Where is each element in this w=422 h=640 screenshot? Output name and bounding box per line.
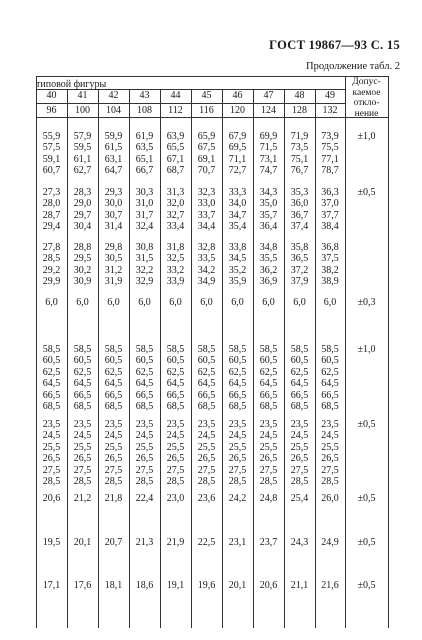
value-cell: 23,7 — [259, 537, 278, 548]
value-cell: 32,8 33,5 34,2 34,9 — [197, 242, 216, 288]
value-cell: 21,9 — [166, 537, 185, 548]
tolerance-cell: ±0,5 — [357, 493, 376, 504]
table-continuation-label: Продолжение табл. 2 — [306, 61, 400, 72]
value-cell: 17,6 — [73, 580, 92, 591]
tolerance-cell: ±1,0 — [357, 344, 376, 355]
tolerance-cell: ±0,5 — [357, 537, 376, 548]
value-cell: 23,5 24,5 25,5 26,5 27,5 28,5 — [135, 419, 154, 488]
value-cell: 71,9 73,5 75,1 76,7 — [290, 131, 309, 177]
value-cell: 25,4 — [290, 493, 309, 504]
value-cell: 19,1 — [166, 580, 185, 591]
value-cell: 35,8 36,5 37,2 37,9 — [290, 242, 309, 288]
tolerance-header: Допус- каемое откло- нение — [352, 77, 381, 119]
value-cell: 28,8 29,5 30,2 30,9 — [73, 242, 92, 288]
figure-label: типовой фигуры — [36, 79, 107, 90]
value-cell: 58,5 60,5 62,5 64,5 66,5 68,5 — [135, 344, 154, 413]
value-cell: 6,0 — [138, 297, 151, 308]
value-cell: 6,0 — [200, 297, 213, 308]
tolerance-cell: ±0,5 — [357, 187, 376, 198]
value-cell: 19,5 — [42, 537, 61, 548]
value-cell: 26,0 — [321, 493, 339, 504]
value-cell: 58,5 60,5 62,5 64,5 66,5 68,5 — [321, 344, 339, 413]
value-cell: 20,1 — [73, 537, 92, 548]
value-cell: 21,8 — [104, 493, 123, 504]
figure-number-cell: 42 — [108, 90, 119, 101]
value-cell: 24,8 — [259, 493, 278, 504]
tolerance-cell: ±0,5 — [357, 419, 376, 430]
value-cell: 36,8 37,5 38,2 38,9 — [321, 242, 339, 288]
figure-number-cell: 48 — [294, 90, 305, 101]
figure-number-cell: 46 — [232, 90, 243, 101]
value-cell: 32,3 33,0 33,7 34,4 — [197, 187, 216, 233]
value-cell: 29,8 30,5 31,2 31,9 — [104, 242, 123, 288]
value-cell: 58,5 60,5 62,5 64,5 66,5 68,5 — [166, 344, 185, 413]
value-cell: 23,5 24,5 25,5 26,5 27,5 28,5 — [197, 419, 216, 488]
value-cell: 24,9 — [321, 537, 339, 548]
size-cell: 124 — [261, 105, 276, 116]
value-cell: 58,5 60,5 62,5 64,5 66,5 68,5 — [259, 344, 278, 413]
value-cell: 23,5 24,5 25,5 26,5 27,5 28,5 — [73, 419, 92, 488]
value-cell: 20,6 — [42, 493, 61, 504]
value-cell: 23,5 24,5 25,5 26,5 27,5 28,5 — [321, 419, 339, 488]
figure-number-cell: 44 — [170, 90, 181, 101]
value-cell: 6,0 — [169, 297, 182, 308]
size-cell: 112 — [168, 105, 183, 116]
figure-number-cell: 49 — [325, 90, 335, 101]
value-cell: 6,0 — [45, 297, 58, 308]
value-cell: 36,3 37,0 37,7 38,4 — [321, 187, 339, 233]
tolerance-cell: ±0,5 — [357, 580, 376, 591]
value-cell: 6,0 — [262, 297, 275, 308]
value-cell: 23,5 24,5 25,5 26,5 27,5 28,5 — [290, 419, 309, 488]
value-cell: 58,5 60,5 62,5 64,5 66,5 68,5 — [197, 344, 216, 413]
value-cell: 6,0 — [323, 297, 337, 308]
value-cell: 19,6 — [197, 580, 216, 591]
value-cell: 58,5 60,5 62,5 64,5 66,5 68,5 — [42, 344, 61, 413]
figure-number-cell: 47 — [263, 90, 274, 101]
table-top-rule — [36, 76, 388, 77]
value-cell: 29,3 30,0 30,7 31,4 — [104, 187, 123, 233]
value-cell: 23,0 — [166, 493, 185, 504]
value-cell: 23,5 24,5 25,5 26,5 27,5 28,5 — [228, 419, 247, 488]
value-cell: 34,8 35,5 36,2 36,9 — [259, 242, 278, 288]
figure-number-cell: 43 — [139, 90, 150, 101]
value-cell: 58,5 60,5 62,5 64,5 66,5 68,5 — [104, 344, 123, 413]
value-cell: 17,1 — [42, 580, 61, 591]
size-cell: 96 — [46, 105, 57, 116]
size-cell: 128 — [292, 105, 307, 116]
column-divider — [388, 76, 389, 628]
value-cell: 31,8 32,5 33,2 33,9 — [166, 242, 185, 288]
value-cell: 34,3 35,0 35,7 36,4 — [259, 187, 278, 233]
value-cell: 58,5 60,5 62,5 64,5 66,5 68,5 — [73, 344, 92, 413]
figure-number-cell: 41 — [77, 90, 88, 101]
value-cell: 31,3 32,0 32,7 33,4 — [166, 187, 185, 233]
size-cell: 120 — [230, 105, 245, 116]
size-cell: 104 — [106, 105, 121, 116]
value-cell: 23,1 — [228, 537, 247, 548]
value-cell: 30,8 31,5 32,2 32,9 — [135, 242, 154, 288]
value-cell: 23,5 24,5 25,5 26,5 27,5 28,5 — [259, 419, 278, 488]
value-cell: 24,2 — [228, 493, 247, 504]
value-cell: 58,5 60,5 62,5 64,5 66,5 68,5 — [290, 344, 309, 413]
value-cell: 28,3 29,0 29,7 30,4 — [73, 187, 92, 233]
value-cell: 58,5 60,5 62,5 64,5 66,5 68,5 — [228, 344, 247, 413]
value-cell: 22,5 — [197, 537, 216, 548]
value-cell: 30,3 31,0 31,7 32,4 — [135, 187, 154, 233]
value-cell: 33,8 34,5 35,2 35,9 — [228, 242, 247, 288]
value-cell: 22,4 — [135, 493, 154, 504]
value-cell: 18,6 — [135, 580, 154, 591]
value-cell: 21,3 — [135, 537, 154, 548]
value-cell: 23,5 24,5 25,5 26,5 27,5 28,5 — [42, 419, 61, 488]
value-cell: 20,1 — [228, 580, 247, 591]
value-cell: 20,6 — [259, 580, 278, 591]
size-cell: 132 — [322, 105, 338, 116]
value-cell: 24,3 — [290, 537, 309, 548]
page-header-code: ГОСТ 19867—93 С. 15 — [269, 38, 400, 52]
value-cell: 18,1 — [104, 580, 123, 591]
value-cell: 67,9 69,5 71,1 72,7 — [228, 131, 247, 177]
value-cell: 73,9 75,5 77,1 78,7 — [321, 131, 339, 177]
tolerance-cell: ±0,3 — [357, 297, 376, 308]
value-cell: 21,2 — [73, 493, 92, 504]
value-cell: 61,9 63,5 65,1 66,7 — [135, 131, 154, 177]
size-cell: 100 — [75, 105, 90, 116]
size-cell: 116 — [199, 105, 214, 116]
value-cell: 27,3 28,0 28,7 29,4 — [42, 187, 61, 233]
value-cell: 63,9 65,5 67,1 68,7 — [166, 131, 185, 177]
value-cell: 23,6 — [197, 493, 216, 504]
header-bottom-rule — [36, 117, 388, 118]
value-cell: 65,9 67,5 69,1 70,7 — [197, 131, 216, 177]
value-cell: 23,5 24,5 25,5 26,5 27,5 28,5 — [166, 419, 185, 488]
size-cell: 108 — [137, 105, 152, 116]
value-cell: 6,0 — [231, 297, 244, 308]
value-cell: 27,8 28,5 29,2 29,9 — [42, 242, 61, 288]
figure-number-cell: 45 — [201, 90, 212, 101]
value-cell: 21,1 — [290, 580, 309, 591]
value-cell: 6,0 — [293, 297, 306, 308]
value-cell: 20,7 — [104, 537, 123, 548]
value-cell: 57,9 59,5 61,1 62,7 — [73, 131, 92, 177]
value-cell: 33,3 34,0 34,7 35,4 — [228, 187, 247, 233]
value-cell: 55,9 57,5 59,1 60,7 — [42, 131, 61, 177]
value-cell: 69,9 71,5 73,1 74,7 — [259, 131, 278, 177]
value-cell: 6,0 — [107, 297, 120, 308]
value-cell: 21,6 — [321, 580, 339, 591]
tolerance-cell: ±1,0 — [357, 131, 376, 142]
value-cell: 59,9 61,5 63,1 64,7 — [104, 131, 123, 177]
figure-number-cell: 40 — [46, 90, 57, 101]
value-cell: 23,5 24,5 25,5 26,5 27,5 28,5 — [104, 419, 123, 488]
value-cell: 35,3 36,0 36,7 37,4 — [290, 187, 309, 233]
value-cell: 6,0 — [76, 297, 89, 308]
